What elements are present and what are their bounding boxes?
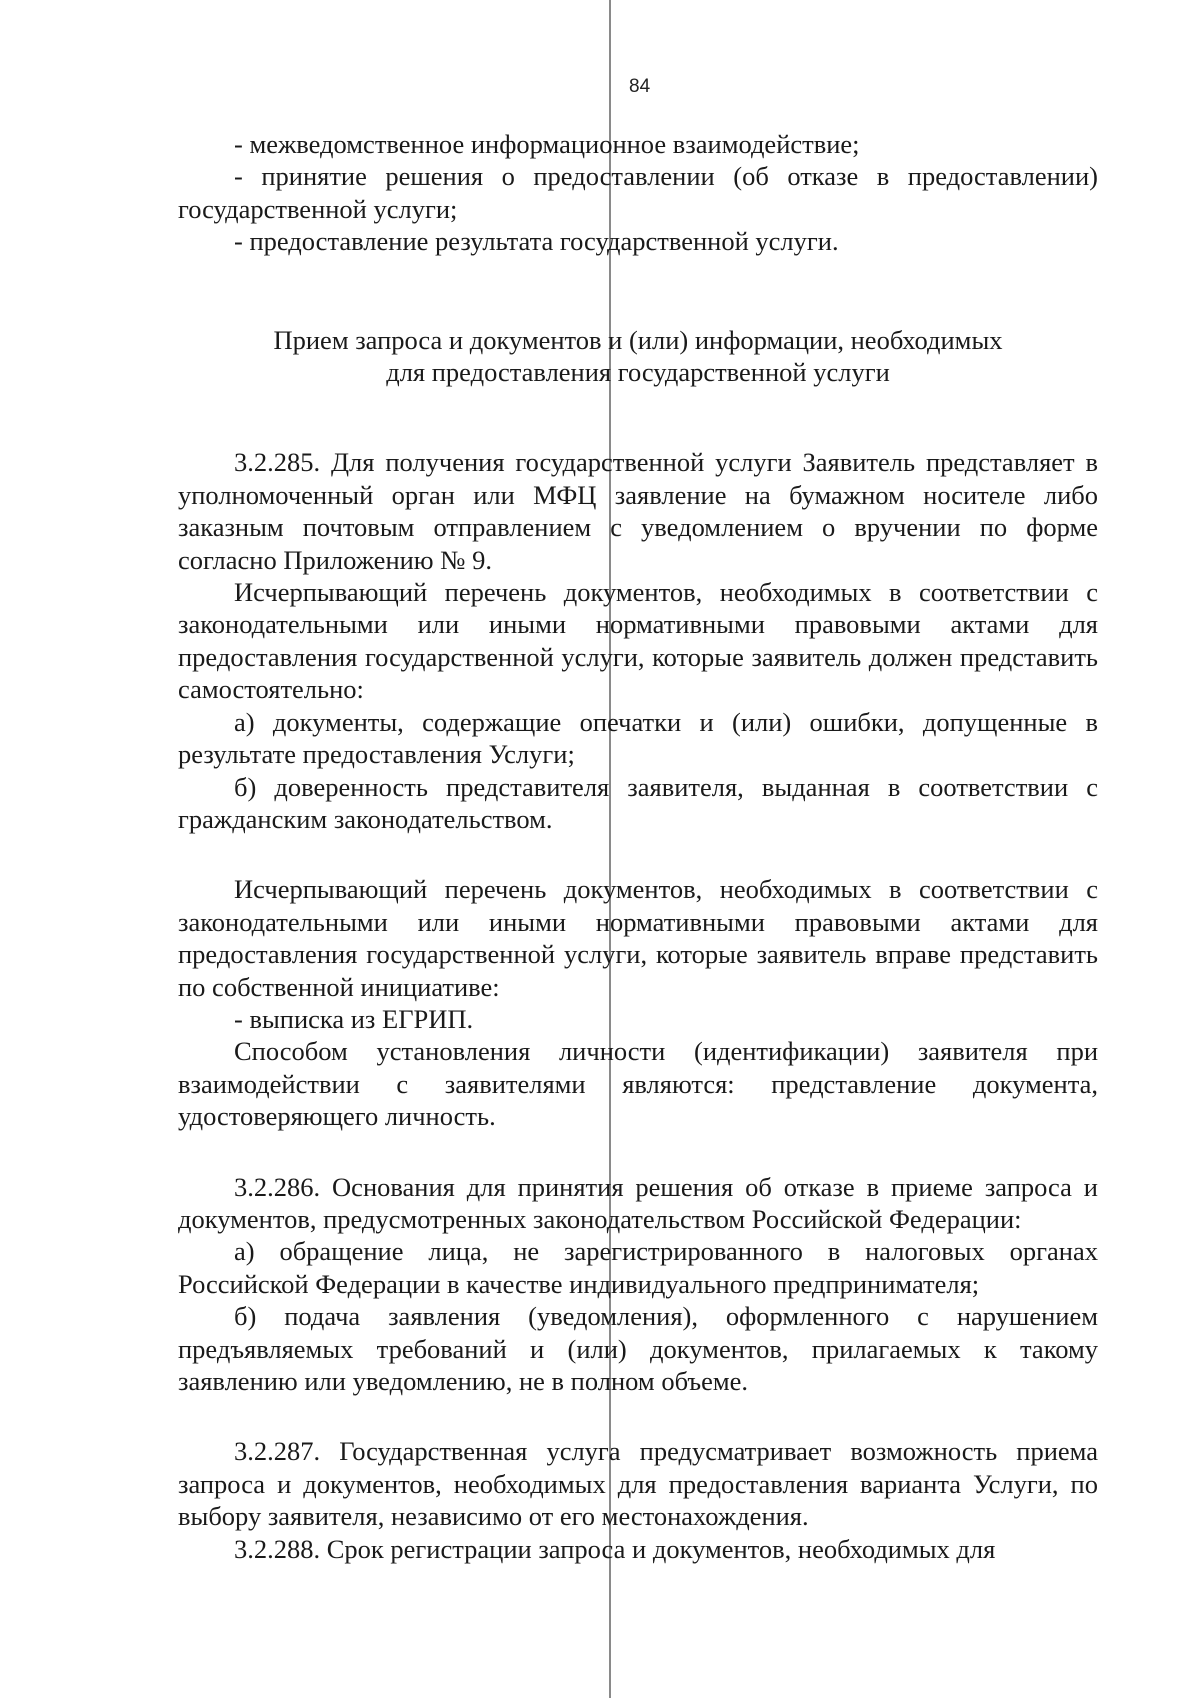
intro-item-interagency: - межведомственное информационное взаимодействие; <box>234 129 860 159</box>
refusal-reason-b: б) подача заявления (уведомления), оформленного с нарушением предъявляемых требований и (или) документов, прилагаемых к такому заявлению или уведомлению, не в полном объеме. <box>178 1301 1098 1396</box>
paragraph-3-2-285: 3.2.285. Для получения государственной услуги Заявитель представляет в уполномоченный орган или МФЦ заявление на бумажном носителе либо заказным почтовым отправлением с уведомлением о вручении по форме согласно Приложению № 9. <box>178 447 1098 575</box>
refusal-reason-a: а) обращение лица, не зарегистрированного в налоговых органах Российской Федерации в качестве индивидуального предпринимателя; <box>178 1236 1098 1299</box>
required-docs-intro: Исчерпывающий перечень документов, необходимых в соответствии с законодательными или иными нормативными правовыми актами для предоставления государственной услуги, которые заявитель должен представить самостоятельно: <box>178 577 1098 705</box>
optional-doc-egrip: - выписка из ЕГРИП. <box>234 1003 474 1034</box>
document-body <box>178 128 1098 1565</box>
identification-method: Способом установления личности (идентификации) заявителя при взаимодействии с заявителями являются: представление документа, удостоверяющего личность. <box>178 1036 1098 1132</box>
required-doc-a: а) документы, содержащие опечатки и (или) ошибки, допущенные в результате предоставления Услуги; <box>178 706 1098 770</box>
intro-item-result: - предоставление результата государственной услуги. <box>234 226 839 257</box>
section-heading-line-2: для предоставления государственной услуги <box>386 357 890 388</box>
required-doc-b: б) доверенность представителя заявителя, выданная в соответствии с гражданским законодательством. <box>178 771 1098 834</box>
page-number: 84 <box>629 76 651 97</box>
intro-item-decision: - принятие решения о предоставлении (об отказе в предоставлении) государственной услуги; <box>178 161 1098 224</box>
paragraph-3-2-287: 3.2.287. Государственная услуга предусматривает возможность приема запроса и документов, необходимых для предоставления варианта Услуги, по выбору заявителя, независимо от его местонахождения. <box>178 1436 1098 1532</box>
paragraph-3-2-286: 3.2.286. Основания для принятия решения об отказе в приеме запроса и документов, предусмотренных законодательством Российской Федерации: <box>178 1171 1098 1234</box>
section-heading-line-1: Прием запроса и документов и (или) информации, необходимых <box>273 324 1003 355</box>
optional-docs-intro: Исчерпывающий перечень документов, необходимых в соответствии с законодательными или иными нормативными правовыми актами для предоставления государственной услуги, которые заявитель вправе представить по собственной инициативе: <box>178 874 1098 1002</box>
paragraph-3-2-288: 3.2.288. Срок регистрации запроса и документов, необходимых для <box>234 1533 996 1564</box>
